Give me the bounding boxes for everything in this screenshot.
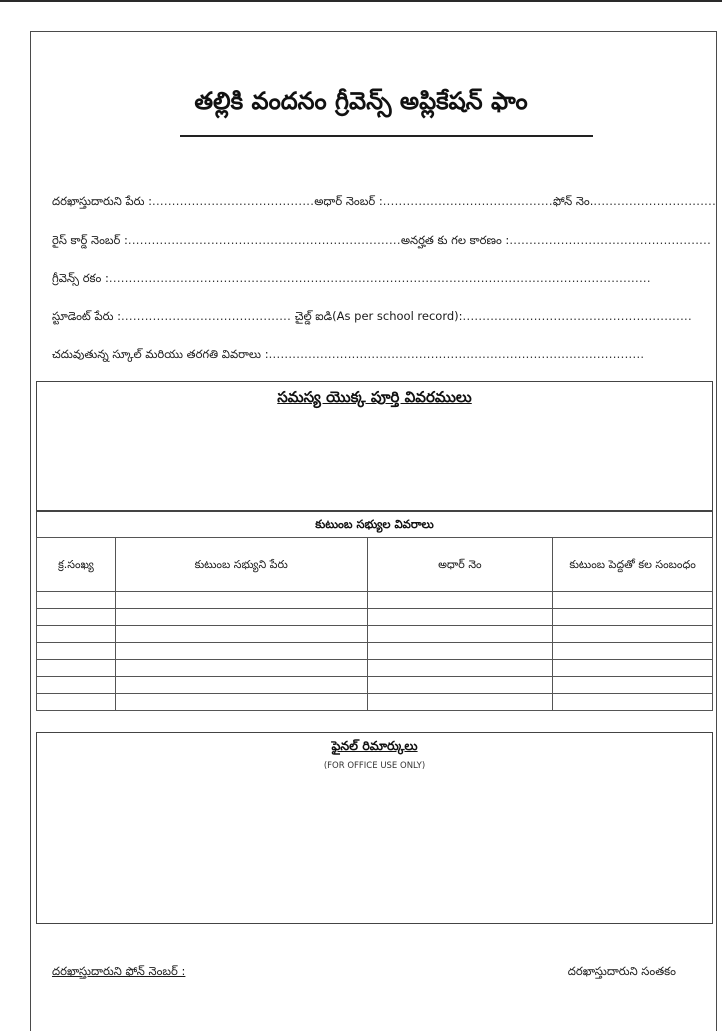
table-cell[interactable] [367,694,553,711]
office-use-only-note: (FOR OFFICE USE ONLY) [323,761,426,771]
table-row [37,677,713,694]
aadhaar-number-label: అధార్ నెంబర్ : [314,194,383,208]
ineligibility-reason-blank[interactable]: ................................................... [509,233,712,247]
phone-number-blank[interactable]: ............................... [593,194,717,208]
col-member-name: కుటుంబ సభ్యుని పేరు [115,538,367,592]
table-cell[interactable] [115,643,367,660]
problem-details-heading: సమస్య యొక్క పూర్తి వివరములు [277,388,472,406]
family-table-header-row [37,538,713,592]
table-row [37,609,713,626]
col-serial-number: క్ర.సంఖ్య [37,538,116,592]
ineligibility-reason-label: అనర్హత కు గల కారణం : [400,233,510,247]
top-edge-bar [0,0,722,2]
field-row-rice-card [52,233,711,250]
family-section-header [36,511,713,538]
field-row-school [52,347,644,364]
final-remarks-heading: ఫైనల్ రిమార్కులు [331,738,418,753]
table-cell[interactable] [37,677,116,694]
school-class-blank[interactable]: ............................................................................................... [268,347,645,361]
child-id-blank[interactable]: .......................................................... [462,309,692,323]
grievance-type-blank[interactable]: ......................................................................................................................................... [108,271,651,285]
table-cell[interactable] [115,609,367,626]
student-name-label: స్టూడెంట్ పేరు : [52,309,121,323]
col-aadhaar: అధార్ నెం [367,538,553,592]
col-relation: కుటుంబ పెద్దతో కల సంబంధం [553,538,713,592]
school-class-label: చదువుతున్న స్కూల్ మరియు తరగతి వివరాలు : [52,347,269,361]
final-remarks-box[interactable] [36,732,713,924]
table-cell[interactable] [367,643,553,660]
table-row [37,660,713,677]
table-row [37,643,713,660]
title-underline [180,135,593,137]
table-cell[interactable] [367,626,553,643]
table-cell[interactable] [367,609,553,626]
table-row [37,694,713,711]
applicant-signature-label: దరఖాస్తుదారుని సంతకం [567,964,676,978]
table-cell[interactable] [115,694,367,711]
table-row [37,626,713,643]
field-row-applicant [52,194,716,211]
table-cell[interactable] [367,660,553,677]
problem-details-box[interactable] [36,381,713,511]
table-cell[interactable] [37,592,116,609]
table-cell[interactable] [115,626,367,643]
applicant-phone-label: దరఖాస్తుదారుని ఫోన్ నెంబర్ : [52,964,186,978]
table-cell[interactable] [37,626,116,643]
child-id-label: చైల్డ్ ఐడి(As per school record): [294,309,463,323]
table-cell[interactable] [553,609,713,626]
aadhaar-number-blank[interactable]: ........................................... [382,194,553,208]
family-members-table [36,537,713,711]
family-section-heading: కుటుంబ సభ్యుల వివరాలు [315,517,434,531]
grievance-type-label: గ్రీవెన్స్ రకం : [52,271,109,285]
phone-number-label: ఫోన్ నెం. [552,194,594,208]
field-row-student [52,309,692,326]
table-cell[interactable] [115,677,367,694]
form-title: తల్లికి వందనం గ్రీవెన్స్ అప్లికేషన్ ఫాం [194,87,528,115]
table-cell[interactable] [37,694,116,711]
applicant-name-label: దరఖాస్తుదారుని పేరు : [52,194,153,208]
table-cell[interactable] [553,626,713,643]
table-cell[interactable] [367,592,553,609]
table-cell[interactable] [115,660,367,677]
table-row [37,592,713,609]
table-cell[interactable] [37,660,116,677]
table-cell[interactable] [553,660,713,677]
table-cell[interactable] [37,643,116,660]
table-cell[interactable] [367,677,553,694]
student-name-blank[interactable]: ........................................... [120,309,292,323]
rice-card-blank[interactable]: ..................................................................... [127,233,401,247]
table-cell[interactable] [553,592,713,609]
applicant-name-blank[interactable]: ......................................... [152,194,315,208]
table-cell[interactable] [37,609,116,626]
field-row-grievance-type [52,271,651,288]
table-cell[interactable] [115,592,367,609]
table-cell[interactable] [553,677,713,694]
rice-card-label: రైస్ కార్డ్ నెంబర్ : [52,233,128,247]
table-cell[interactable] [553,643,713,660]
table-cell[interactable] [553,694,713,711]
